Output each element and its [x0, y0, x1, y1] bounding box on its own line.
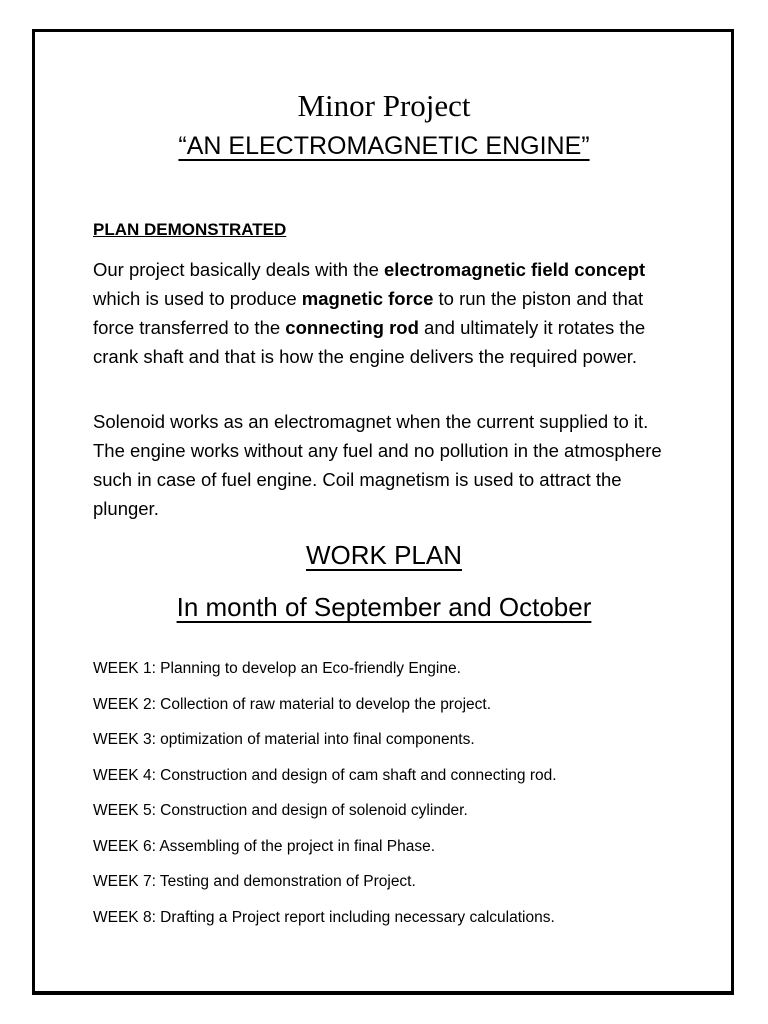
week-item: WEEK 4: Construction and design of cam shaft and connecting rod. [93, 766, 557, 784]
plan-demonstrated-heading: PLAN DEMONSTRATED [93, 220, 287, 239]
week-item: WEEK 8: Drafting a Project report including necessary calculations. [93, 908, 555, 926]
document-subtitle-text: “AN ELECTROMAGNETIC ENGINE” [178, 132, 590, 160]
week-item: WEEK 3: optimization of material into final components. [93, 731, 475, 748]
page-border-bottom-rule [32, 991, 734, 992]
work-plan-title-text: WORK PLAN [305, 540, 463, 570]
plan-paragraph-1-text-1: Our project basically deals with the [93, 259, 384, 280]
work-plan-period-text: In month of September and October [176, 592, 592, 622]
week-item: WEEK 7: Testing and demonstration of Project. [93, 873, 416, 890]
plan-paragraph-1-text-3: to run the piston and that force transferred to the [93, 288, 644, 338]
week-list [93, 657, 713, 941]
week-item: WEEK 1: Planning to develop an Eco-friendly Engine. [93, 660, 461, 677]
plan-paragraph-1 [93, 255, 678, 371]
document-title: Minor Project [297, 88, 471, 123]
work-plan-period [0, 589, 768, 625]
week-item: WEEK 2: Collection of raw material to develop the project. [93, 695, 492, 713]
plan-paragraph-1-text-4: and ultimately it rotates the crank shaft and that is how the engine delivers the required power. [93, 317, 646, 367]
week-item: WEEK 5: Construction and design of solenoid cylinder. [93, 802, 468, 819]
plan-paragraph-1-text-2: which is used to produce [93, 288, 302, 309]
plan-paragraph-1-bold-3: connecting rod [285, 317, 419, 338]
plan-paragraph-1-bold-2: magnetic force [301, 288, 434, 309]
work-plan-title [0, 537, 768, 573]
plan-paragraph-2: Solenoid works as an electromagnet when the current supplied to it. The engine works without any fuel and no pollution in the atmosphere such in case of fuel engine. Coil magnetism is used to attract the plunger. [93, 411, 662, 519]
week-item: WEEK 6: Assembling of the project in final Phase. [93, 837, 436, 855]
document-subtitle [0, 128, 768, 164]
plan-paragraph-1-bold-1: electromagnetic field concept [384, 259, 646, 280]
